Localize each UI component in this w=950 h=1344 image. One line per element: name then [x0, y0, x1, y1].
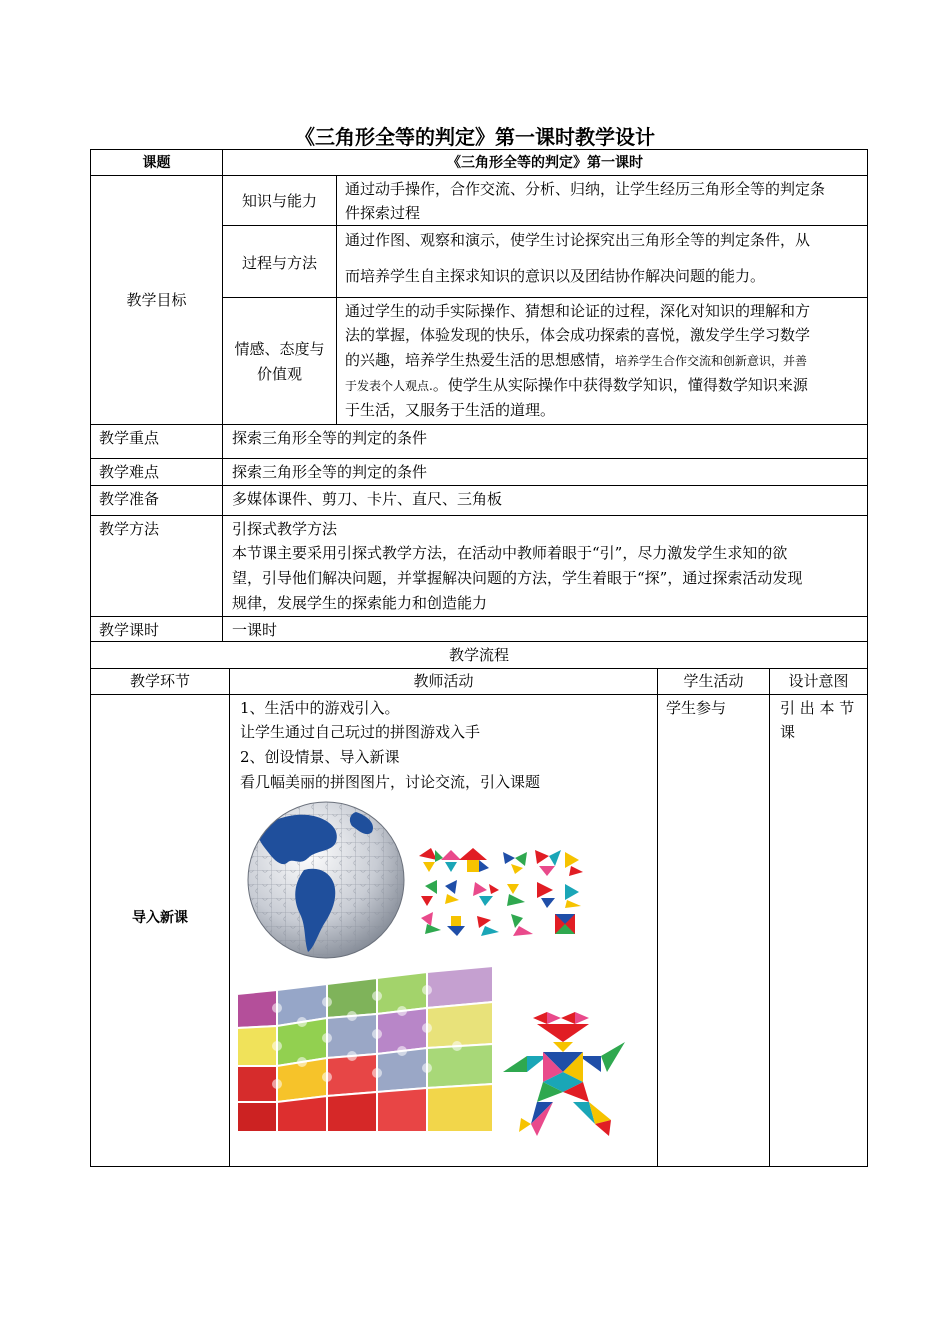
topic-value: 《三角形全等的判定》第一课时 — [447, 155, 643, 171]
difficulty-label: 教学难点 — [99, 463, 160, 481]
flow-header: 学生活动 — [683, 672, 744, 690]
puzzle-globe-image — [244, 800, 409, 960]
method-line: 引探式教学方法 — [232, 520, 338, 538]
knowledge-line: 通过动手操作，合作交流、分析、归纳，让学生经历三角形全等的判定条 — [345, 180, 826, 198]
difficulty-value: 探索三角形全等的判定的条件 — [232, 463, 428, 481]
topic-label: 课题 — [142, 155, 171, 171]
flow-header: 教师活动 — [413, 672, 474, 690]
teacher-line: 2、创设情景、导入新课 — [240, 748, 400, 766]
flow-header: 教学环节 — [129, 672, 190, 690]
emotion-line: 于生活，又服务于生活的道理。 — [345, 401, 556, 419]
cell-stage — [90, 694, 230, 1167]
cell-intent — [769, 694, 868, 1167]
method-line: 规律，发展学生的探索能力和创造能力 — [232, 594, 488, 612]
emotion-line-small: 于发表个人观点. — [345, 379, 433, 393]
flow-header: 设计意图 — [788, 672, 849, 690]
process-line: 而培养学生自主探求知识的意识以及团结协作解决问题的能力。 — [345, 267, 766, 285]
emotion-line-small: 培养学生合作交流和创新意识，并善 — [615, 354, 808, 368]
cell-periods-value — [222, 616, 868, 642]
puzzle-floor-image — [237, 966, 493, 1132]
knowledge-label: 知识与能力 — [241, 192, 317, 210]
emotion-line: 通过学生的动手实际操作、猜想和论证的过程，深化对知识的理解和方 — [345, 302, 811, 320]
process-label: 过程与方法 — [241, 254, 317, 272]
emotion-line-part: 的兴趣，培养学生热爱生活的思想感情， — [345, 351, 616, 369]
student-activity: 学生参与 — [666, 699, 727, 717]
objectives-label: 教学目标 — [126, 291, 187, 309]
intent-line: 课 — [780, 723, 796, 741]
document-title: 《三角形全等的判定》第一课时教学设计 — [295, 125, 655, 149]
emotion-line-part: 。使学生从实际操作中获得数学知识，懂得数学知识来源 — [432, 376, 808, 394]
stage-label: 导入新课 — [132, 910, 188, 926]
process-line: 通过作图、观察和演示，使学生讨论探究出三角形全等的判定条件，从 — [345, 231, 811, 249]
emotion-label: 价值观 — [256, 365, 302, 383]
periods-label: 教学课时 — [99, 621, 160, 639]
key-value: 探索三角形全等的判定的条件 — [232, 429, 428, 447]
emotion-line — [345, 348, 807, 373]
teacher-line: 1、生活中的游戏引入。 — [240, 699, 400, 717]
cell-emotion-label — [222, 297, 337, 425]
teacher-line: 让学生通过自己玩过的拼图游戏入手 — [240, 723, 481, 741]
cell-student — [657, 694, 770, 1167]
intent-line: 引 出 本 节 — [780, 699, 855, 717]
emotion-label: 情感、态度与 — [234, 340, 325, 358]
emotion-line — [345, 373, 808, 398]
emotion-line: 法的掌握，体验发现的快乐，体会成功探索的喜悦，激发学生学习数学 — [345, 326, 811, 344]
preparation-label: 教学准备 — [99, 490, 160, 508]
preparation-value: 多媒体课件、剪刀、卡片、直尺、三角板 — [232, 490, 503, 508]
key-label: 教学重点 — [99, 429, 160, 447]
method-label: 教学方法 — [99, 520, 160, 538]
teacher-line: 看几幅美丽的拼图图片，讨论交流，引入课题 — [240, 773, 541, 791]
method-line: 本节课主要采用引探式教学方法，在活动中教师着眼于“引”，尽力激发学生求知的欲 — [232, 544, 788, 562]
tangram-figures-image — [415, 846, 585, 938]
flow-title: 教学流程 — [448, 646, 509, 664]
knowledge-line: 件探索过程 — [345, 204, 421, 222]
tangram-person-image — [497, 1012, 629, 1138]
periods-value: 一课时 — [232, 621, 278, 639]
method-line: 望，引导他们解决问题，并掌握解决问题的方法，学生着眼于“探”，通过探索活动发现 — [232, 569, 803, 587]
